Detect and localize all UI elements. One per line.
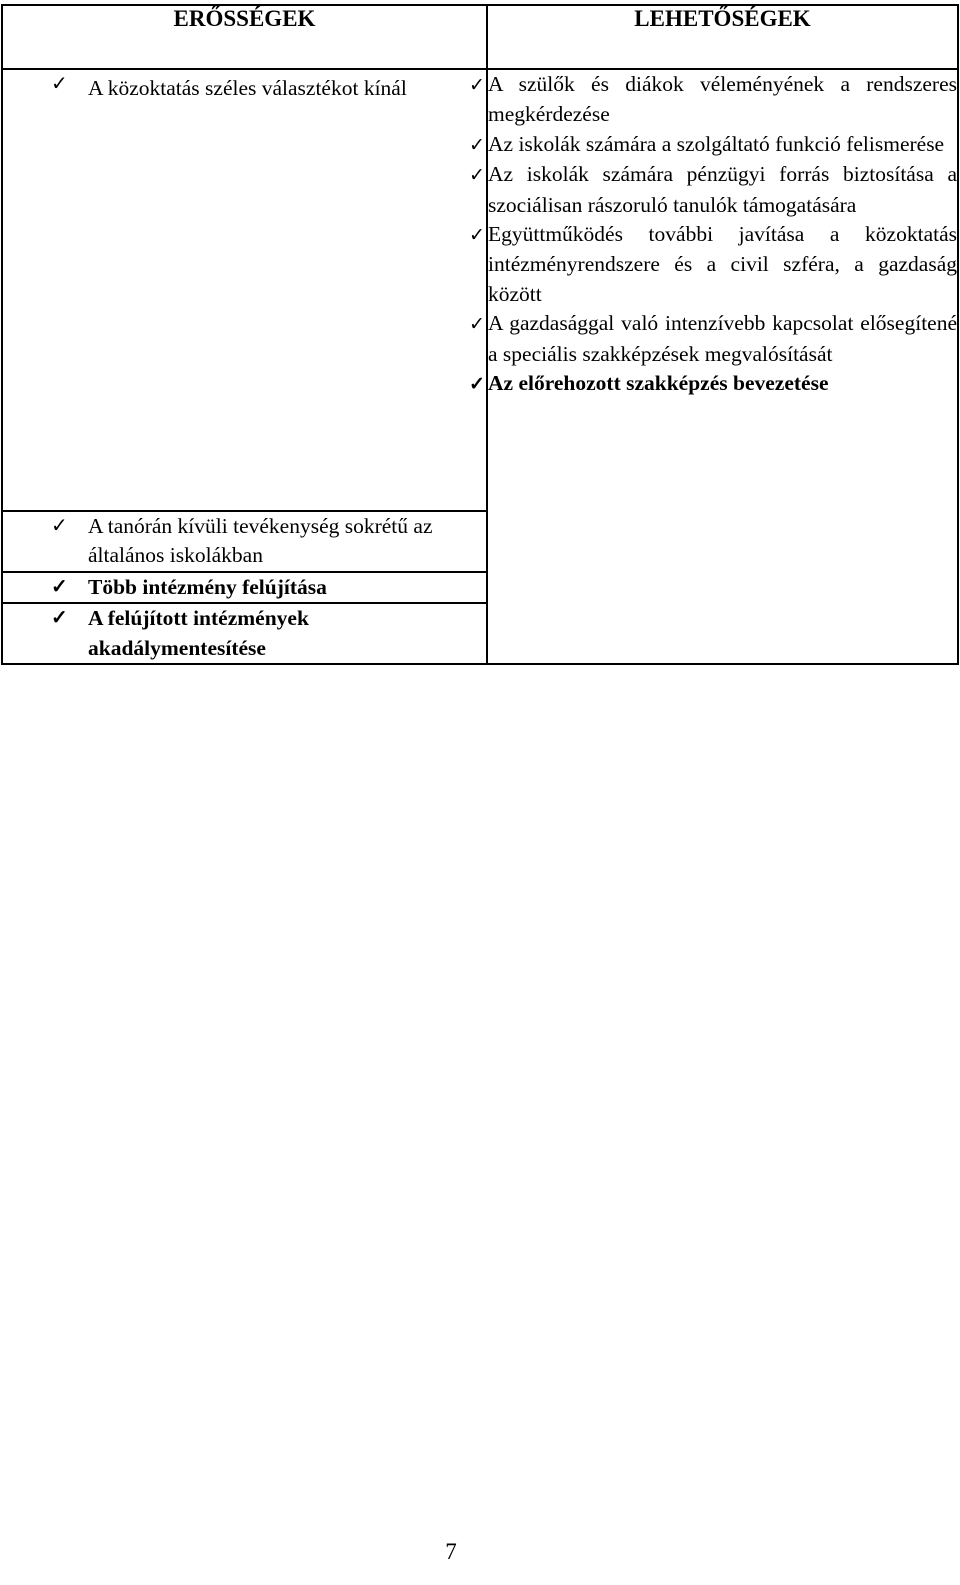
checkmark-icon: ✓ (469, 225, 485, 247)
checkmark-icon: ✓ (469, 75, 485, 96)
checkmark-icon: ✓ (51, 73, 68, 95)
opportunities-cell (469, 69, 958, 664)
checkmark-icon: ✓ (51, 576, 68, 598)
opportunity-item (469, 160, 957, 220)
opportunity-text: Együttműködés további javítása a közoktatás intézményrendszere és a civil szféra, a gazdaság között (488, 222, 957, 306)
checkmark-icon: ✓ (469, 374, 485, 396)
strength-cell-3 (2, 572, 487, 603)
opportunity-item (469, 369, 957, 399)
strength-text: A közoktatás széles választékot kínál (88, 76, 407, 100)
opportunity-item (469, 220, 957, 309)
opportunities-header: LEHETŐSÉGEK (487, 5, 958, 69)
checkmark-icon: ✓ (469, 134, 485, 156)
page-number: 7 (445, 1539, 457, 1564)
strength-text: Több intézmény felújítása (88, 575, 327, 599)
checkmark-icon: ✓ (469, 165, 485, 187)
checkmark-icon: ✓ (51, 607, 68, 630)
strength-cell-1 (2, 69, 487, 511)
opportunity-item (469, 130, 957, 160)
opportunity-item (469, 309, 957, 369)
opportunity-text: Az iskolák számára pénzügyi forrás biztosítása a szociálisan rászoruló tanulók támogatására (488, 162, 957, 217)
strength-text: A tanórán kívüli tevékenység sokrétű az általános iskolákban (88, 514, 433, 568)
strength-item (3, 512, 486, 571)
checkmark-icon: ✓ (469, 314, 485, 336)
swot-table (1, 4, 959, 665)
opportunity-item (469, 70, 957, 130)
strength-text: A felújított intézmények akadálymentesítése (88, 606, 309, 660)
checkmark-icon: ✓ (51, 515, 68, 537)
strength-cell-4 (2, 603, 487, 664)
opportunity-text: A gazdasággal való intenzívebb kapcsolat elősegítené a speciális szakképzések megvalósítását (488, 311, 957, 366)
opportunity-text: Az előrehozott szakképzés bevezetése (488, 371, 829, 396)
strength-item (3, 604, 486, 663)
strength-item (3, 573, 486, 602)
strength-item (3, 70, 486, 103)
strengths-header: ERŐSSÉGEK (2, 5, 487, 69)
strength-cell-2 (2, 511, 487, 572)
opportunity-text: A szülők és diákok véleményének a rendszeres megkérdezése (488, 72, 957, 127)
opportunity-text: Az iskolák számára a szolgáltató funkció felismerése (488, 131, 945, 156)
